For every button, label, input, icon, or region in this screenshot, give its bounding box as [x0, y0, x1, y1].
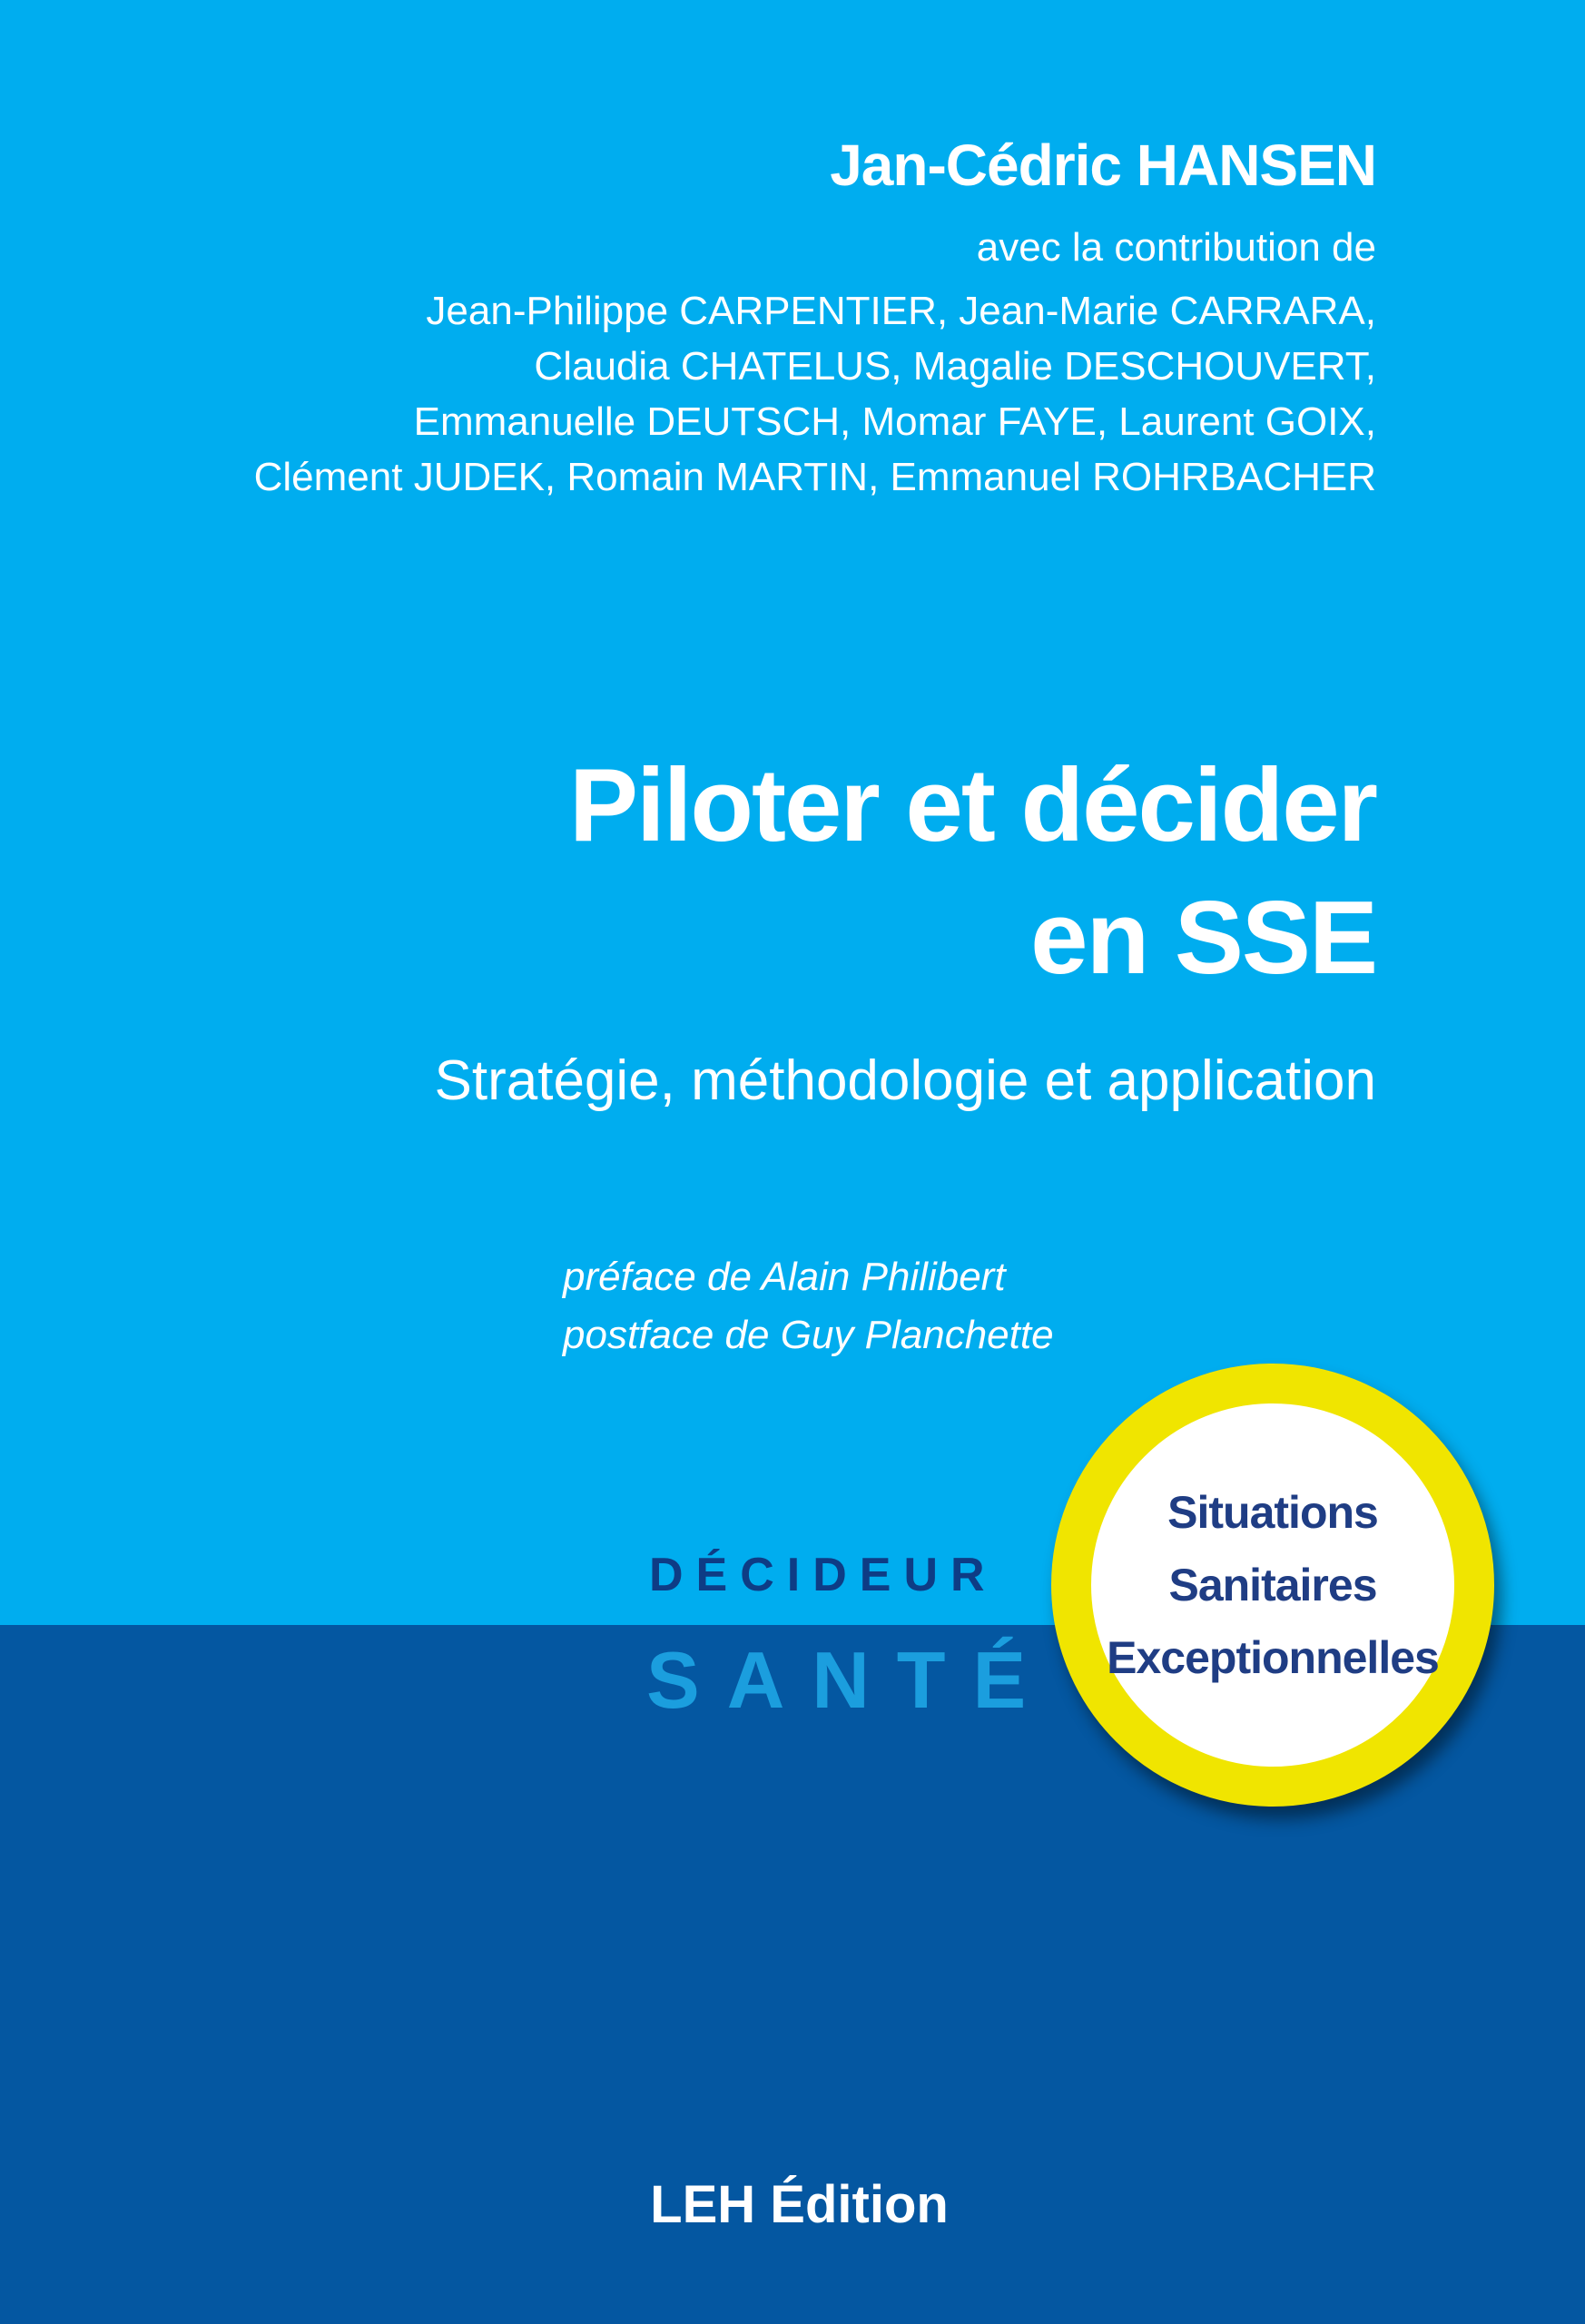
book-title-line-1: Piloter et décider: [569, 748, 1376, 863]
badge-line-2: Sanitaires: [1168, 1560, 1377, 1610]
collection-name-line-1: DÉCIDEUR: [649, 1549, 998, 1601]
book-title: [569, 740, 1376, 1005]
contributors-line: Emmanuelle DEUTSCH, Momar FAYE, Laurent GOIX,: [413, 399, 1376, 444]
contributors-line: Claudia CHATELUS, Magalie DESCHOUVERT,: [534, 344, 1376, 389]
publisher-name: LEH Édition: [650, 2175, 949, 2234]
contributors-line: Clément JUDEK, Romain MARTIN, Emmanuel ROHRBACHER: [253, 455, 1376, 499]
contributors-line: Jean-Philippe CARPENTIER, Jean-Marie CARRARA,: [426, 289, 1376, 333]
contribution-intro: avec la contribution de: [976, 225, 1376, 270]
badge-line-1: Situations: [1167, 1487, 1378, 1538]
preface-credits: [563, 1248, 1054, 1364]
contributors-list: [254, 283, 1376, 505]
postface-line: postface de Guy Planchette: [563, 1313, 1054, 1357]
book-subtitle: Stratégie, méthodologie et application: [434, 1049, 1376, 1112]
topic-badge: [1051, 1364, 1494, 1807]
author-name: Jan-Cédric HANSEN: [830, 133, 1376, 198]
book-title-line-2: en SSE: [1030, 881, 1376, 996]
badge-line-3: Exceptionnelles: [1107, 1632, 1439, 1683]
preface-line: préface de Alain Philibert: [563, 1255, 1006, 1299]
collection-name-line-2: SANTÉ: [646, 1635, 1054, 1725]
